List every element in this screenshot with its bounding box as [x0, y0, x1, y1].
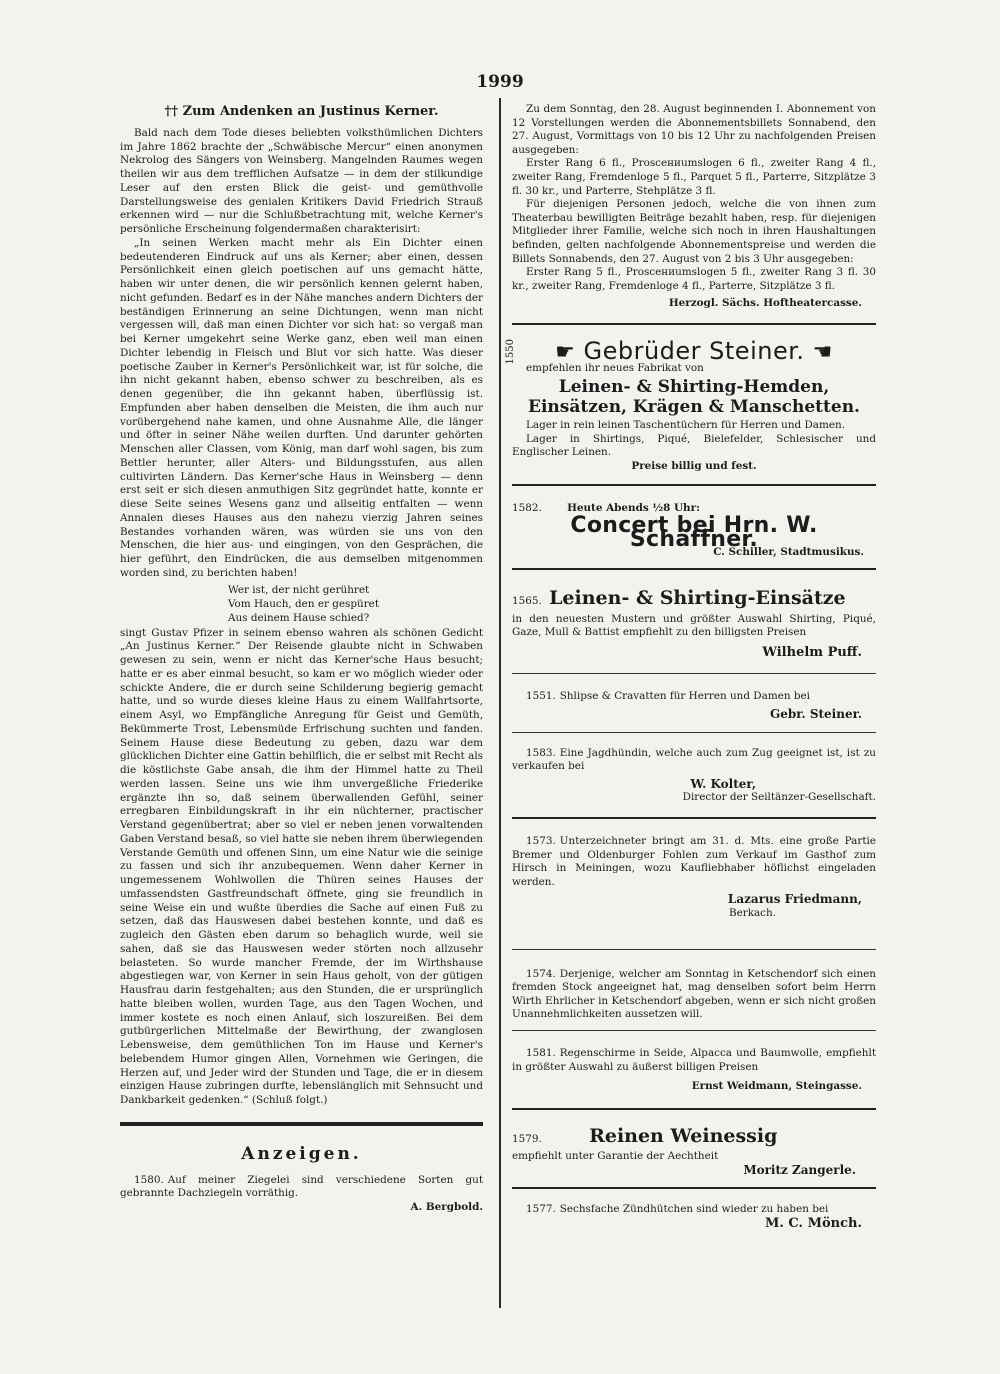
page-number: 1999: [476, 72, 524, 92]
ad-theatre: [512, 103, 876, 311]
ad-line-3: Lager in Shirtings, Piqué, Bielefelder, Schlesischer und Englischer Leinen.: [512, 432, 876, 459]
ad-signature: C. Schiller, Stadtmusikus.: [713, 546, 864, 559]
ad-signature: M. C. Mönch.: [764, 1216, 862, 1232]
ad-number: 1579.: [512, 1132, 542, 1145]
left-column: [120, 103, 483, 1215]
ad-1582: [512, 494, 876, 560]
ad-time: Heute Abends ½8 Uhr:: [567, 501, 700, 514]
article-paragraph-2: „In seinen Werken macht mehr als Ein Dichter einen bedeutenderen Eindruck auf uns als Kerner; aber einen, dessen Persönlichkeit einen gleich poetischen auf uns gemacht hätte, haben wir unter denen, die wir persönlich kennen gelernt haben, nicht gefunden. Bedarf es in der Nähe manches andern Dichters der beständigen Erinnerung an seine Dichtungen, wenn man nicht vergessen will, daß man einen Dichter vor sich hat: so vergaß man bei Kerner umgekehrt seine Werke ganz, eben weil man einen Dichter lebendig in Fleisch und Blut vor sich hatte. Was dieser poetische Zauber in Kerner's Persönlichkeit war, ist für solche, die ihn nicht gekannt haben, ebenso schwer zu beschreiben, als es denen gegenüber, die ihn gekannt haben, überflüssig ist. Empfunden aber haben denselben die Meisten, die ihm auch nur vorübergehend nahe kamen, und ohne Ausnahme Alle, die länger und öfter in seiner Nähe weilen durften. Und darunter gehörten Menschen aller Classen, vom König, man darf wohl sagen, bis zum Bettler herunter, aller Alters- und Bildungsstufen, aus allen cultivirten Ländern. Das Kerner'sche Haus in Weinsberg — denn erst seit er sich diesen anmuthigen Sitz gegründet hatte, konnte er diese Seite seines Wesens ganz und allseitig entfalten — wenn Annalen dieses Hauses aus den nahezu vierzig Jahren seines Bestandes vorhanden wären, was würden sie uns von den Menschen, die hier aus- und eingingen, von den Gesprächen, die hier geführt, den Eindrücken, die aus demselben mitgenommen worden sind, zu berichten haben!: [120, 236, 483, 579]
ad-signature-2: Director der Seiltänzer-Gesellschaft.: [682, 791, 876, 804]
ad-headline: Reinen Weinessig: [589, 1124, 778, 1147]
ad-number: 1550: [505, 338, 516, 365]
ad-1577: [512, 1197, 876, 1230]
ad-line-2: Lager in rein leinen Taschentüchern für Herren und Damen.: [526, 419, 845, 432]
ad-text: Eine Jagdhündin, welche auch zum Zug geeignet ist, ist zu verkaufen bei: [512, 746, 876, 773]
ad-number: 1577.: [526, 1203, 556, 1216]
right-column: [505, 103, 876, 1232]
ad-number: 1581.: [526, 1046, 556, 1059]
ad-line-4: Preise billig und fest.: [631, 460, 757, 473]
ad-text: Unterzeichneter bringt am 31. d. Mts. eine große Partie Bremer und Oldenburger Fohlen zum Verkauf im Gasthof zum Hirsch in Meiningen, wozu Kaufliebhaber höflichst eingeladen werden.: [512, 834, 876, 888]
pointing-hand-right-icon: ☛: [555, 339, 576, 365]
ad-text: in den neuesten Mustern und größter Auswahl Shirting, Piqué, Gaze, Mull & Battist empfiehlt zu den billigsten Preisen: [512, 612, 876, 639]
ad-signature: Gebr. Steiner.: [769, 707, 862, 721]
ad-1550: [505, 333, 876, 474]
ad-divider: [512, 568, 876, 570]
ad-number: 1573.: [526, 834, 556, 847]
ad-headline: [512, 336, 876, 365]
ad-divider: [512, 484, 876, 486]
verse-line-2: Vom Hauch, den er gespüret: [228, 597, 380, 610]
ad-divider: [512, 323, 876, 325]
ad-signature: A. Bergbold.: [410, 1201, 483, 1213]
theatre-prices-1: Erster Rang 6 fl., Proscениumslogen 6 fl., zweiter Rang 4 fl., zweiter Rang, Fremdenloge 5 fl., Parquet 5 fl., Parterre, Sitzplätze 3 fl. 30 kr., und Parterre, Stehplätze 3 fl.: [512, 157, 876, 197]
ad-1551: [512, 682, 876, 721]
theatre-signature: Herzogl. Sächs. Hoftheatercasse.: [668, 297, 862, 310]
article-paragraph-3: singt Gustav Pfizer in seinem ebenso wahren als schönen Gedicht „An Justinus Kerner.“ Der Reisende glaubte nicht in Schwaben gewesen zu sein, wenn er nicht das Kerner'sche Haus besucht; hatte er es aber einmal besucht, so kam er wo möglich wieder oder schickte Andere, die er durch seine Schilderung begierig gemacht hatte, und so wurde dieses kleine Haus zu einem Wallfahrtsorte, einem Asyl, wo Empfängliche Anregung für Geist und Gemüth, Bekümmerte Trost, Lebensmüde Erfrischung suchten und fanden. Seinem Hause diese Bedeutung zu geben, dazu war dem glücklichen Dichter eine Gattin behilflich, die er selbst mit Recht als die köstlichste Gabe ansah, die ihm der Himmel hatte zu Theil werden lassen. Seine uns wie ihm unvergeßliche Friederike ergänzte ihn so, daß seinem überwallenden Gefühl, seiner erregbaren Einbildungskraft in ihr ein nüchterner, practischer Verstand gegenübertrat; aber so viel er neben jenen vorwaltenden Gaben Verstand besaß, so viel hatte sie neben ihrem überwiegenden Verstande Gemüth und offenen Sinn, um eine Natur wie die seinige zu fassen und sich ihr anzubequemen. Wenn daher Kerner in ungemessenem Wohlwollen die Thüren seines Hauses der umfassendsten Gastfreundschaft öffnete, ging sie freundlich in seine Weise ein und wußte überdies die Sache auf einen Fuß zu setzen, daß das Hauswesen dabei bestehen konnte, und daß es zugleich den Gästen eben darum so behaglich wurde, weil sie sahen, daß sie das Hauswesen weder störten noch allzusehr belasteten. So wurde mancher Fremde, der im Wirthshause abgestiegen war, von Kerner in sein Haus geholt, von der gütigen Hausfrau darin festgehalten; aus den Stunden, die er ursprünglich hatte bleiben wollen, wurden Tage, aus den Tagen Wochen, und immer kostete es noch einen Anlauf, sich loszureißen. Bei dem gutbürgerlichen Mittelmaße der Bewirthung, der zwanglosen Lebensweise, dem gemüthlichen Ton im Hause und Kerner's belebendem Humor gingen Allen, Vornehmen wie Geringen, die Herzen auf, und Jeder wird der Stunden und Tage, die er in diesem einzigen Hause zubringen durfte, lebenslänglich mit Sehnsucht und Dankbarkeit gedenken.“ (Schluß folgt.): [120, 626, 483, 1106]
article-verse: [228, 583, 483, 625]
column-divider: [499, 98, 501, 1308]
ad-line-1: empfehlen ihr neues Fabrikat von: [526, 361, 704, 374]
ad-number: 1582.: [512, 501, 542, 514]
ad-1573: [512, 827, 876, 921]
ad-text: empfiehlt unter Garantie der Aechtheit: [512, 1150, 719, 1163]
theatre-prices-2: Erster Rang 5 fl., Proscениumslogen 5 fl., zweiter Rang 3 fl. 30 kr., zweiter Rang, Fremdenloge 4 fl., Parterre, Sitzplätze 3 fl.: [512, 266, 876, 292]
ad-text: Shlipse & Cravatten für Herren und Damen bei: [559, 690, 810, 703]
ad-text: Derjenige, welcher am Sonntag in Ketschendorf sich einen fremden Stock angeeignet hat, mag denselben sofort beim Herrn Wirth Ehrlicher in Ketschendorf abgeben, wenn er sich nicht großen Unannehmlichkeiten aussetzen will.: [512, 967, 876, 1021]
ad-1579: [512, 1118, 876, 1178]
article-title: †† Zum Andenken an Justinus Kerner.: [164, 104, 439, 119]
ad-signature-2: Berkach.: [728, 906, 776, 919]
ad-headline: Concert bei Hrn. W. Schaffner.: [570, 513, 818, 552]
article-paragraph-1: Bald nach dem Tode dieses beliebten volksthümlichen Dichters im Jahre 1862 brachte der „Schwäbische Mercur“ einen anonymen Nekrolog des Sängers von Weinsberg. Mangelnden Raumes wegen theilen wir aus dem trefflichen Aufsatze — in dem der stilkundige Leser auf den ersten Blick die geist- und gemüthvolle Darstellungsweise des genialen Kritikers David Friedrich Strauß erkennen wird — nur die Schlußbetrachtung mit, welche Kerner's persönliche Erscheinung folgendermaßen charakterisirt:: [120, 126, 483, 235]
ad-divider: [512, 949, 876, 950]
ad-divider: [512, 732, 876, 733]
ad-divider: [512, 817, 876, 819]
ad-signature: Lazarus Friedmann,: [727, 892, 862, 907]
ad-number: 1574.: [526, 967, 556, 980]
verse-line-3: Aus deinem Hause schied?: [228, 611, 370, 624]
ad-1565: [512, 578, 876, 659]
section-divider: [120, 1122, 483, 1126]
ad-signature: Moritz Zangerle.: [743, 1162, 856, 1177]
ad-number: 1565.: [512, 595, 542, 608]
ad-1580: [120, 1174, 483, 1215]
ad-number: 1551.: [526, 690, 556, 703]
ad-1574: [512, 958, 876, 1022]
theatre-text-2: Für diejenigen Personen jedoch, welche die von ihnen zum Theaterbau bewilligten Beiträge bezahlt haben, resp. für diejenigen Mitglieder ihrer Familie, welche sich noch in ihren Haushaltungen befinden, gelten nachfolgende Abonnementspreise und werden die Billets Sonnabends, den 27. August von 2 bis 3 Uhr ausgegeben:: [512, 198, 876, 265]
ad-text: Auf meiner Ziegelei sind verschiedene Sorten gut gebrannte Dachziegeln vorräthig.: [120, 1173, 483, 1200]
ad-1583: [512, 741, 876, 805]
ad-product-2: Einsätzen, Krägen & Manschetten.: [528, 396, 860, 417]
ad-divider: [512, 1108, 876, 1110]
ad-signature: W. Kolter,: [690, 776, 756, 791]
ad-product-1: Leinen- & Shirting-Hemden,: [558, 377, 830, 398]
pointing-hand-left-icon: ☚: [812, 339, 833, 365]
firm-name: Gebrüder Steiner.: [583, 336, 805, 365]
ad-divider: [512, 673, 876, 674]
verse-line-1: Wer ist, der nicht gerühret: [228, 583, 370, 596]
ad-divider: [512, 1030, 876, 1031]
theatre-text: Zu dem Sonntag, den 28. August beginnenden I. Abonnement von 12 Vorstellungen werden die Abonnementsbillets Sonnabend, den 27. August, Vormittags von 10 bis 12 Uhr zu nachfolgenden Preisen ausgegeben:: [512, 103, 876, 156]
ad-text: Regenschirme in Seide, Alpacca und Baumwolle, empfiehlt in größter Auswahl zu äußerst billigen Preisen: [512, 1046, 876, 1073]
anzeigen-heading: Anzeigen.: [241, 1143, 362, 1164]
ad-number: 1580.: [134, 1173, 164, 1186]
ad-text: Sechsfache Zündhütchen sind wieder zu haben bei: [559, 1203, 829, 1216]
ad-signature: Ernst Weidmann, Steingasse.: [691, 1080, 862, 1093]
ad-number: 1583.: [526, 746, 556, 759]
ad-divider: [512, 1187, 876, 1189]
ad-signature: Wilhelm Puff.: [762, 644, 862, 660]
ad-headline: Leinen- & Shirting-Einsätze: [549, 587, 846, 610]
ad-1581: [512, 1039, 876, 1094]
